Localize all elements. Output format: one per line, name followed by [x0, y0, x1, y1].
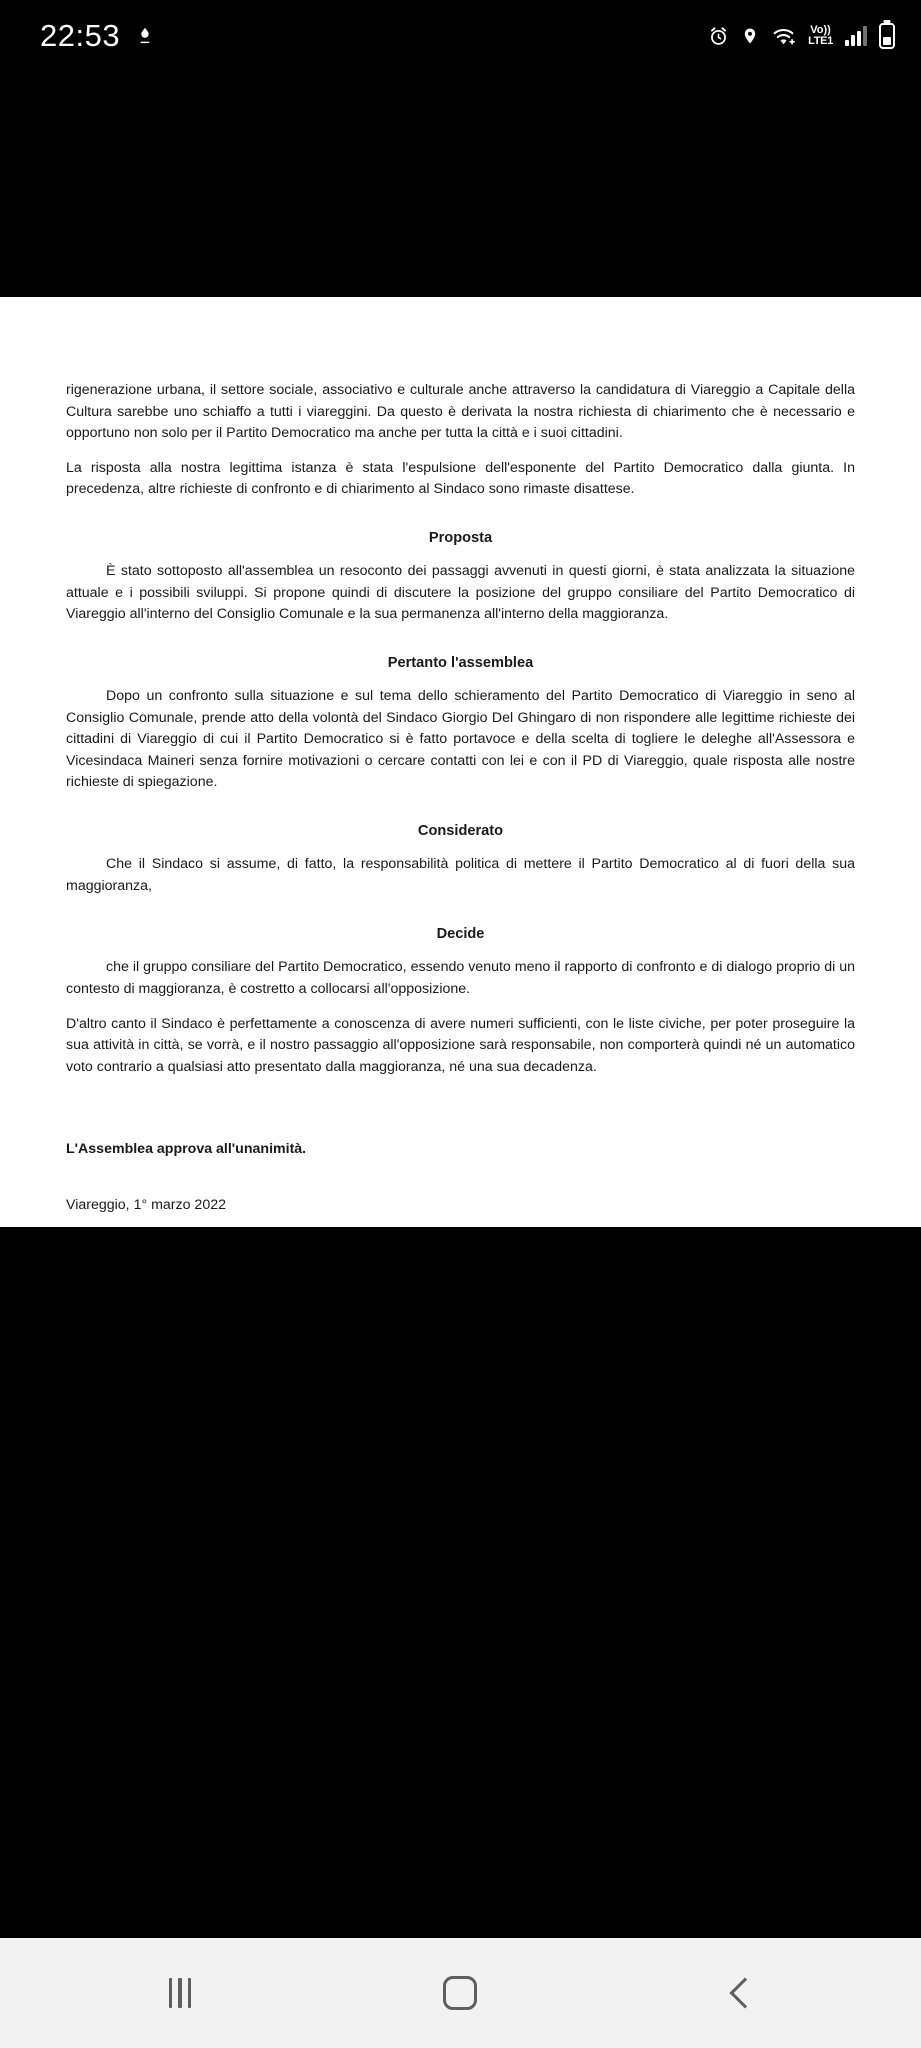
paragraph-closing: D'altro canto il Sindaco è perfettamente a conoscenza di avere numeri sufficienti, con le liste civiche, per poter proseguire la sua attività in città, se vorrà, e il nostro passaggio all'opposizione sarà responsabile, non comporterà quindi né un automatico voto contrario a qualsiasi atto presentato dalla maggioranza, né una sua decadenza. [66, 1015, 855, 1075]
home-icon [443, 1976, 477, 2010]
section-body-decide: che il gruppo consiliare del Partito Democratico, essendo venuto meno il rapporto di confronto e di dialogo proprio di un contesto di maggioranza, è costretto a collocarsi all'opposizione. [66, 959, 855, 997]
recents-icon [169, 1978, 192, 2008]
document-body [66, 380, 855, 1216]
section-body-considerato: Che il Sindaco si assume, di fatto, la responsabilità politica di mettere il Partito Democratico al di fuori della sua maggioranza, [66, 856, 855, 894]
section-heading-considerato: Considerato [417, 822, 504, 839]
home-button[interactable] [400, 1958, 520, 2028]
approval-line: L'Assemblea approva all'unanimità. [66, 1141, 307, 1158]
do-not-disturb-icon [134, 24, 156, 48]
back-button[interactable] [681, 1958, 801, 2028]
status-bar-right [708, 23, 895, 49]
section-heading-proposta: Proposta [428, 529, 493, 546]
paragraph-intro-2: La risposta alla nostra legittima istanza è stata l'espulsione dell'esponente del Partito Democratico dalla giunta. In precedenza, altre richieste di confronto e di chiarimento al Sindaco sono rimaste disattese. [66, 459, 855, 498]
date-line: Viareggio, 1° marzo 2022 [66, 1196, 226, 1213]
navigation-bar [0, 1938, 921, 2048]
location-icon [741, 25, 759, 47]
status-bar [0, 0, 921, 72]
back-chevron-icon [729, 1977, 760, 2008]
document-spacer [66, 1091, 855, 1139]
recents-button[interactable] [120, 1958, 240, 2028]
wifi-icon [771, 26, 796, 47]
volte-icon [808, 25, 833, 47]
signal-icon [845, 26, 867, 46]
status-clock: 22:53 [40, 18, 121, 53]
battery-icon [879, 23, 895, 49]
paragraph-intro-1: rigenerazione urbana, il settore sociale, associativo e culturale anche attraverso la candidatura di Viareggio a Capitale della Cultura sarebbe uno schiaffo a tutti i viareggini. Da questo è derivata la nostra richiesta di chiarimento che è necessario e opportuno non solo per il Partito Democratico ma anche per tutta la città e i suoi cittadini. [66, 382, 855, 442]
section-body-proposta: È stato sottoposto all'assemblea un resoconto dei passaggi avvenuti in questi giorni, è stata analizzata la situazione attuale e i possibili sviluppi. Si propone quindi di discutere la posizione del gruppo consiliare del Partito Democratico di Viareggio all'interno del Consiglio Comunale e la sua permanenza all'interno della maggioranza. [66, 563, 855, 623]
bottom-letterbox [0, 1227, 921, 1938]
volte-top-label: Vo)) [810, 24, 831, 36]
section-body-assemblea: Dopo un confronto sulla situazione e sul tema dello schieramento del Partito Democratico di Viareggio in seno al Consiglio Comunale, prende atto della volontà del Sindaco Giorgio Del Ghingaro di non rispondere alle legittime richieste dei cittadini di Viareggio di cui il Partito Democratico si è fatto portavoce e della scelta di togliere le deleghe all'Assessora e Vicesindaca Maineri senza fornire motivazioni o cercare contatti con lei e con il PD di Viareggio, quale risposta alle nostre richieste di spiegazione. [66, 687, 855, 791]
status-bar-left [40, 18, 156, 54]
document-page[interactable] [0, 297, 921, 1227]
section-heading-assemblea: Pertanto l'assemblea [387, 654, 534, 671]
volte-bottom-label: LTE1 [808, 35, 833, 47]
top-letterbox [0, 72, 921, 297]
section-heading-decide: Decide [436, 926, 485, 943]
alarm-icon [708, 26, 729, 47]
